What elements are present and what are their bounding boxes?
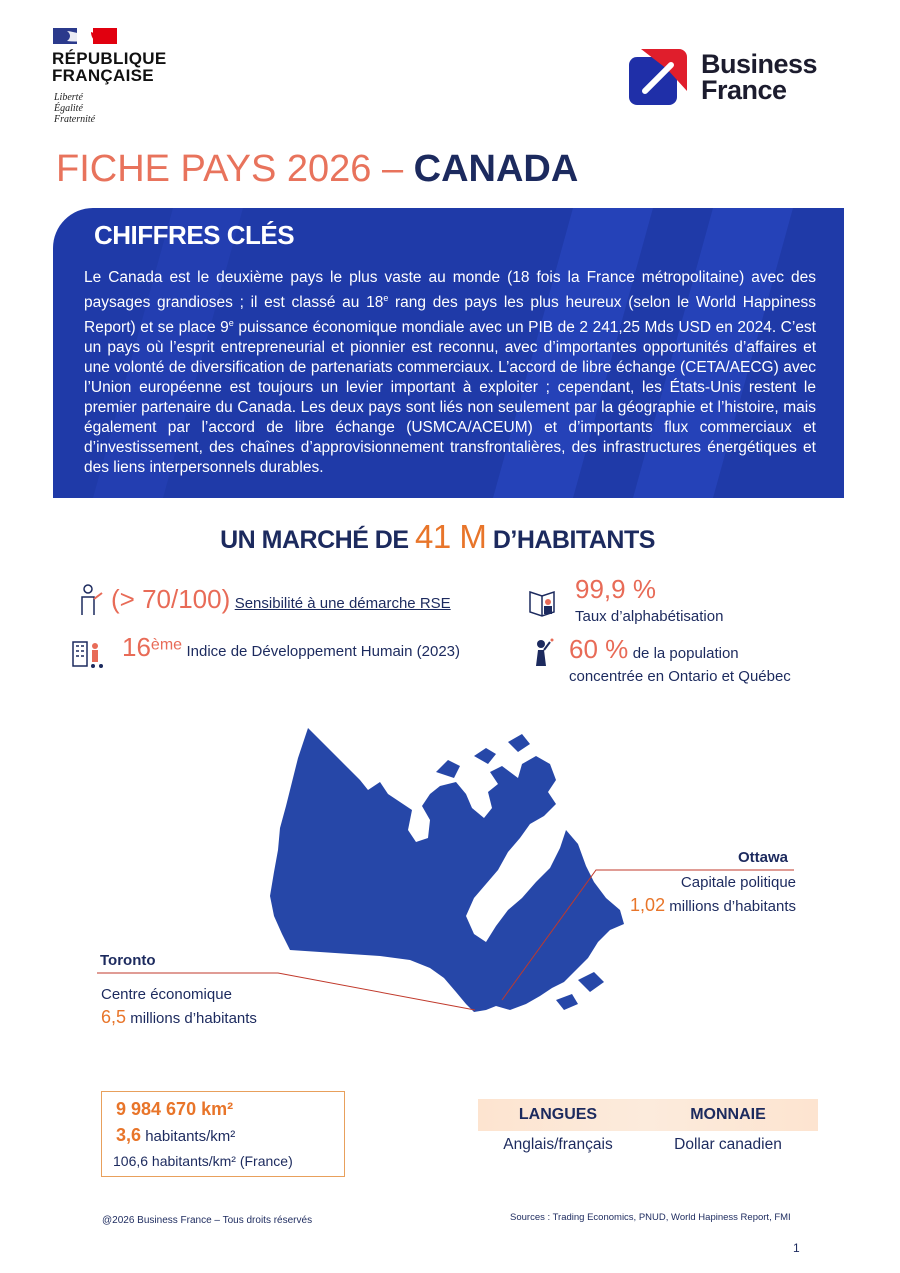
stat-population [569,634,739,664]
stat-literacy-label: Taux d’alphabétisation [575,608,724,625]
footer-sources: Sources : Trading Economics, PNUD, World Hapiness Report, FMI [510,1212,791,1223]
person-waving-icon [526,636,560,670]
page-title-prefix: FICHE PAYS 2026 – [56,148,414,190]
city-ottawa-name: Ottawa [737,849,788,866]
currency-heading: MONNAIE [690,1106,766,1123]
stat-rse-label: Sensibilité à une démarche RSE [234,595,451,612]
page-title [56,146,578,192]
stat-idh-label: Indice de Développement Humain (2023) [186,643,460,660]
area-density: 3,6 habitants/km² [116,1125,236,1145]
city-ottawa-population: 1,02 [630,895,666,915]
city-toronto-details: Centre économique 6,5 millions d’habitants [101,983,257,1030]
stat-literacy-value: 99,9 % [575,574,656,604]
page-title-country: CANADA [413,148,579,190]
republique-francaise-title: RÉPUBLIQUE FRANÇAISE [52,49,167,85]
page-number: 1 [793,1241,800,1255]
currency-value: Dollar canadien [674,1136,782,1153]
canada-map [260,720,630,1020]
republique-motto: Liberté Égalité Fraternité [54,92,96,125]
stat-literacy [575,574,723,627]
stat-idh-sup: ème [150,636,183,654]
key-figures-heading: CHIFFRES CLÉS [94,220,295,250]
book-reader-icon [526,586,560,620]
building-people-icon [71,636,105,670]
stat-population-label-1: de la population [632,645,739,662]
city-toronto-role: Centre économique [101,986,232,1003]
stat-idh-value: 16 [122,632,151,662]
person-presenting-icon [74,583,108,617]
footer-copyright: @2026 Business France – Tous droits réservés [102,1215,313,1226]
stat-idh [122,632,460,662]
business-france-wordmark: Business France [701,49,818,105]
area-france-density: 106,6 habitants/km² (France) [113,1153,293,1169]
business-france-logo-icon [627,47,689,109]
city-toronto-population: 6,5 [101,1007,127,1027]
languages-heading: LANGUES [518,1106,598,1123]
key-figures-paragraph: Le Canada est le deuxième pays le plus vaste au monde (18 fois la France métropolitaine) avec des paysages grandioses ; il est classé au 18e rang des pays les plus heureux (selon le World Happiness Report) et se place 9e puissance économique mondiale avec un PIB de 2 241,25 Mds USD en 2024. C’est un pays où l’esprit entrepreneurial et pionnier est reconnu, avec d’importantes opportunités d’affaires et une volonté de diversification de partenariats commerciaux. L’accord de libre échange (CETA/AECG) avec l’Union européenne est toujours un levier important à exploiter ; cependant, les États-Unis restent le premier partenaire du Canada. Les deux pays sont liés non seulement par la géographie et l’histoire, mais également par l’accord de libre échange (USMCA/ACEUM) et d’importants flux commerciaux et d’investissement, des chaînes d’approvisionnement transfrontalières, des infrastructures énergétiques et des liens interpersonnels durables. [84,269,816,477]
languages-value: Anglais/français [503,1136,613,1153]
marianne-logo [53,28,117,44]
market-heading: UN MARCHÉ DE 41 M D’HABITANTS [220,518,655,555]
city-ottawa-role: Capitale politique [680,874,796,891]
stat-population-value: 60 % [569,634,629,664]
area-surface: 9 984 670 km² [116,1099,234,1119]
city-toronto-name: Toronto [100,952,156,969]
stat-rse-value: (> 70/100) [111,584,231,614]
stat-population-label-2: concentrée en Ontario et Québec [569,668,791,685]
stat-rse [111,584,451,614]
city-ottawa-details: Capitale politique 1,02 millions d’habitants [630,871,796,918]
